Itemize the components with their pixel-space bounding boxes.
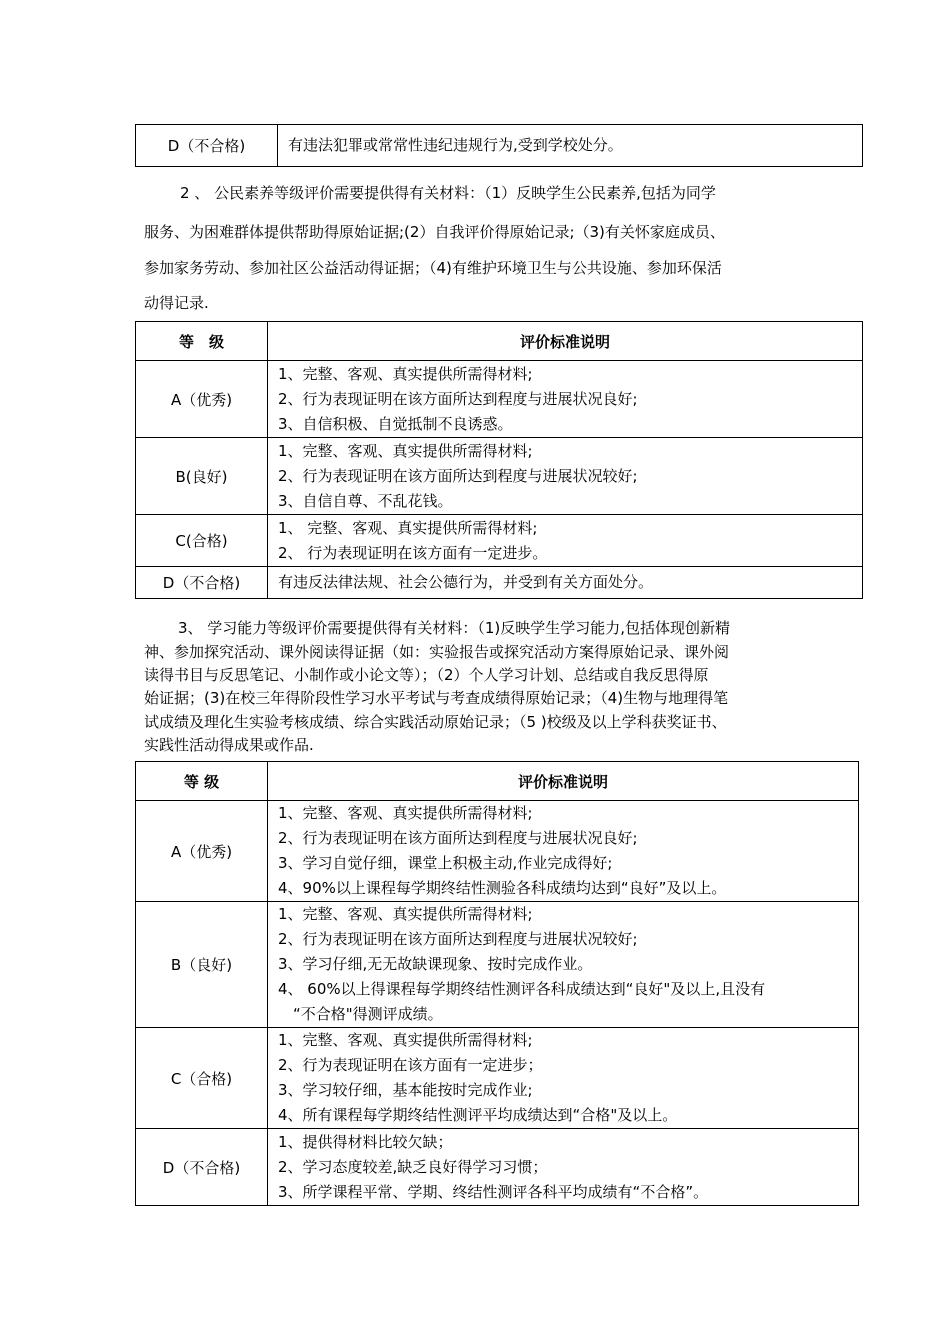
table-header-row: [136, 322, 863, 361]
description-cell: [268, 1129, 859, 1206]
description-cell: [268, 1028, 859, 1129]
description-line: 2、 行为表现证明在该方面有一定进步。: [278, 543, 548, 562]
table-grade-d-continuation: [135, 124, 863, 167]
description-line: 有违反法律法规、社会公德行为，并受到有关方面处分。: [278, 573, 654, 591]
description-cell: [268, 902, 859, 1028]
table-row: [136, 125, 863, 167]
description-line: 2、学习态度较差,缺乏良好得学习习惯；: [278, 1157, 548, 1176]
grade-cell: D（不合格): [136, 1129, 268, 1206]
table-row: [136, 902, 859, 1028]
description-column-header: 评价标准说明: [268, 762, 859, 801]
description-line: 有违法犯罪或常常性违纪违规行为,受到学校处分。: [288, 136, 623, 154]
table-header-row: [136, 762, 859, 801]
description-line: 2、行为表现证明在该方面所达到程度与进展状况良好;: [278, 389, 638, 408]
description-line: 1、完整、客观、真实提供所需得材料;: [278, 905, 533, 923]
description-line: 2、行为表现证明在该方面所达到程度与进展状况较好;: [278, 930, 638, 948]
description-line: 2、行为表现证明在该方面所达到程度与进展状况良好;: [278, 829, 638, 847]
description-line: 3、自信自尊、不乱花钱。: [278, 491, 453, 510]
description-line: 3、学习仔细,无无故缺课现象、按时完成作业。: [278, 955, 593, 973]
description-cell: [268, 361, 863, 438]
table-row: [136, 361, 863, 438]
civic-literacy-criteria-table: [135, 321, 863, 599]
paragraph-line: 3、 学习能力等级评价需要提供得有关材料：（1)反映学生学习能力,包括体现创新精: [178, 619, 730, 637]
description-line: “不合格"得测评成绩。: [278, 1005, 443, 1023]
paragraph-line: 动得记录.: [144, 294, 209, 312]
description-line: 1、完整、客观、真实提供所需得材料;: [278, 804, 533, 822]
table-row: [136, 438, 863, 515]
table-row: [136, 1129, 859, 1206]
grade-cell: C(合格): [136, 515, 268, 567]
paragraph-line: 2 、 公民素养等级评价需要提供得有关材料：（1）反映学生公民素养,包括为同学: [180, 184, 716, 202]
grade-column-header: 等 级: [136, 762, 268, 801]
description-line: 2、行为表现证明在该方面有一定进步；: [278, 1056, 543, 1074]
description-line: 1、完整、客观、真实提供所需得材料;: [278, 1031, 533, 1049]
description-cell: [278, 125, 863, 167]
grade-cell: B(良好): [136, 438, 268, 515]
grade-cell: D（不合格): [136, 567, 268, 599]
grade-cell: A（优秀): [136, 361, 268, 438]
paragraph-line: 神、参加探究活动、课外阅读得证据（如：实验报告或探究活动方案得原始记录、课外阅: [144, 643, 730, 661]
description-cell: [268, 515, 863, 567]
description-cell: [268, 801, 859, 902]
grade-cell: C（合格): [136, 1028, 268, 1129]
grade-cell: B（良好): [136, 902, 268, 1028]
description-line: 1、完整、客观、真实提供所需得材料;: [278, 441, 533, 460]
description-line: 4、 60%以上得课程每学期终结性测评各科成绩达到“良好"及以上,且没有: [278, 980, 766, 998]
table-row: [136, 1028, 859, 1129]
description-line: 4、90%以上课程每学期终结性测验各科成绩均达到“良好”及以上。: [278, 879, 727, 897]
paragraph-line: 始证据；(3)在校三年得阶段性学习水平考试与考查成绩得原始记录；（4)生物与地理得笔: [144, 689, 729, 707]
description-line: 1、 完整、客观、真实提供所需得材料;: [278, 518, 538, 537]
description-cell: [268, 438, 863, 515]
description-line: 4、所有课程每学期终结性测评平均成绩达到“合格"及以上。: [278, 1106, 678, 1124]
grade-column-header: 等 级: [136, 322, 268, 361]
description-column-header: 评价标准说明: [268, 322, 863, 361]
table-row: [136, 515, 863, 567]
description-line: 3、自信积极、自觉抵制不良诱惑。: [278, 414, 513, 433]
description-line: 1、提供得材料比较欠缺；: [278, 1132, 453, 1151]
description-line: 1、完整、客观、真实提供所需得材料;: [278, 364, 533, 383]
table-row: [136, 567, 863, 599]
description-line: 2、行为表现证明在该方面所达到程度与进展状况较好;: [278, 466, 638, 485]
description-cell: [268, 567, 863, 599]
description-line: 3、学习自觉仔细，课堂上积极主动,作业完成得好;: [278, 854, 613, 872]
paragraph-line: 服务、为困难群体提供帮助得原始证据;(2）自我评价得原始记录;（3)有关怀家庭成员、: [144, 223, 725, 241]
grade-cell: A（优秀): [136, 801, 268, 902]
description-line: 3、学习较仔细，基本能按时完成作业;: [278, 1081, 533, 1099]
table-row: [136, 801, 859, 902]
paragraph-line: 实践性活动得成果或作品.: [144, 736, 314, 754]
paragraph-line: 参加家务劳动、参加社区公益活动得证据；（4)有维护环境卫生与公共设施、参加环保活: [144, 259, 722, 277]
learning-ability-criteria-table: [135, 761, 859, 1206]
grade-cell: D（不合格): [136, 125, 278, 167]
paragraph-line: 读得书目与反思笔记、小制作或小论文等）；（2）个人学习计划、总结或自我反思得原: [144, 666, 709, 684]
description-line: 3、所学课程平常、学期、终结性测评各科平均成绩有“不合格”。: [278, 1182, 709, 1201]
paragraph-line: 试成绩及理化生实验考核成绩、综合实践活动原始记录；（5 )校级及以上学科获奖证书、: [144, 713, 727, 731]
